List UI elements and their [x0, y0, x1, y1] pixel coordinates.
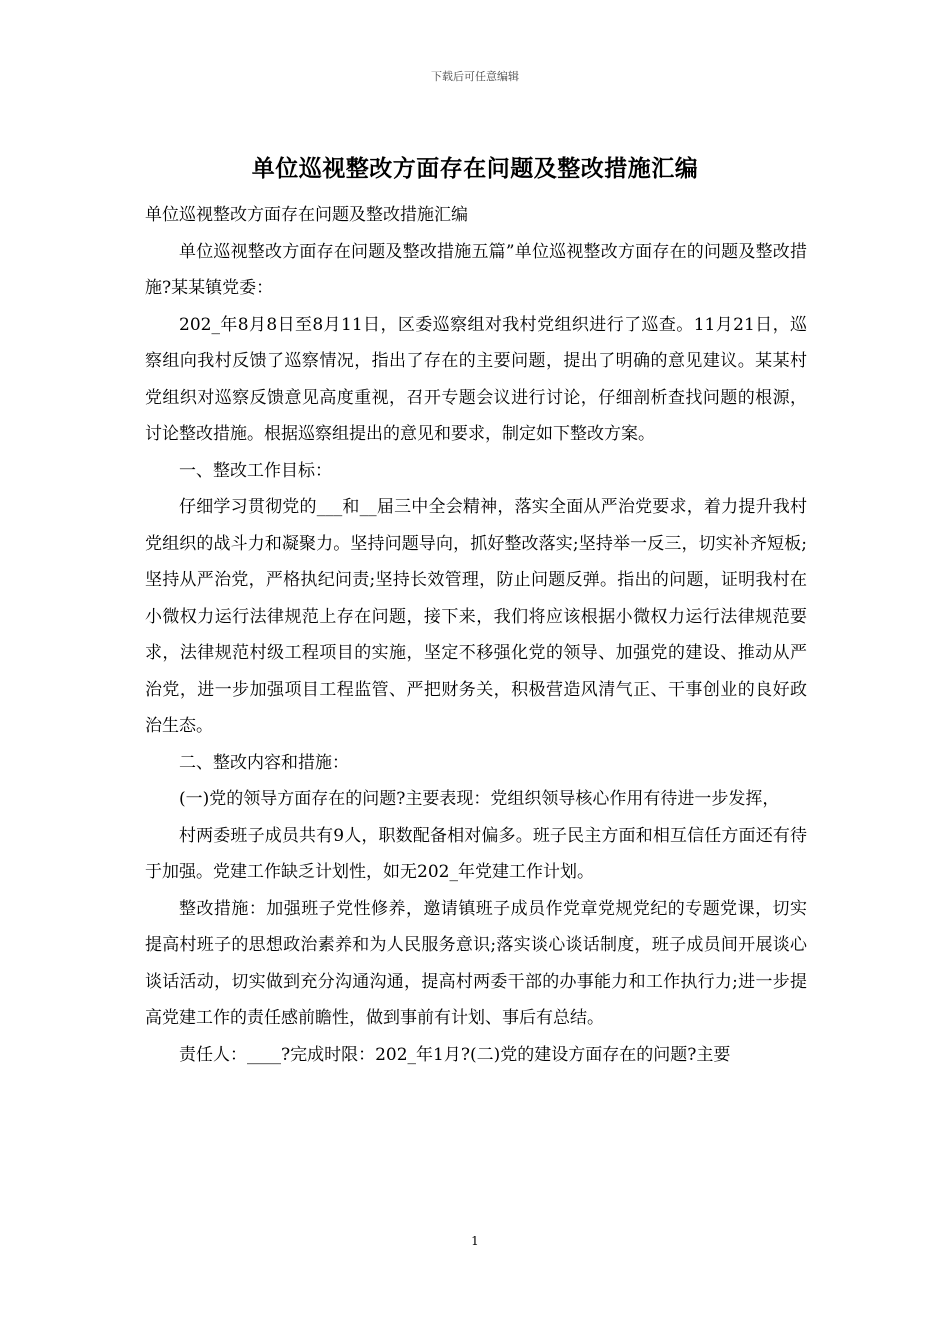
intro-paragraph: 单位巡视整改方面存在问题及整改措施五篇”单位巡视整改方面存在的问题及整改措施?某某镇党委： [145, 241, 807, 298]
header-note: 下载后可任意编辑 [431, 70, 519, 83]
goals-paragraph: 仔细学习贯彻党的___和__届三中全会精神，落实全面从严治党要求，着力提升我村党组织的战斗力和凝聚力。坚持问题导向，抓好整改落实;坚持举一反三，切实补齐短板;坚持从严治党，严格执纪问责;坚持长效管理，防止问题反弹。指出的问题，证明我村在小微权力运行法律规范上存在问题，接下来，我们将应该根据小微权力运行法律规范要求，法律规范村级工程项目的实施，坚定不移强化党的领导、加强党的建设、推动从严治党，进一步加强项目工程监管、严把财务关，积极营造风清气正、干事创业的良好政治生态。 [145, 497, 807, 736]
section-heading-goals: 一、整改工作目标： [179, 460, 332, 481]
responsibility-paragraph: 责任人：____?完成时限：202_年1月?(二)党的建设方面存在的问题?主要 [179, 1044, 731, 1065]
background-paragraph: 202_年8月8日至8月11日，区委巡察组对我村党组织进行了巡查。11月21日，巡察组向我村反馈了巡察情况，指出了存在的主要问题，提出了明确的意见建议。某某村党组织对巡察反馈意见高度重视，召开专题会议进行讨论，仔细剖析查找问题的根源，讨论整改措施。根据巡察组提出的意见和要求，制定如下整改方案。 [145, 314, 807, 444]
issue-one-detail-paragraph: 村两委班子成员共有9人，职数配备相对偏多。班子民主方面和相互信任方面还有待于加强。党建工作缺乏计划性，如无202_年党建工作计划。 [145, 825, 807, 882]
document-body [145, 197, 807, 1073]
measures-paragraph: 整改措施：加强班子党性修养，邀请镇班子成员作党章党规党纪的专题党课，切实提高村班子的思想政治素养和为人民服务意识;落实谈心谈话制度，班子成员间开展谈心谈话活动，切实做到充分沟通沟通，提高村两委干部的办事能力和工作执行力;进一步提高党建工作的责任感前瞻性，做到事前有计划、事后有总结。 [145, 898, 807, 1028]
page-number: 1 [471, 1234, 479, 1248]
subtitle-paragraph: 单位巡视整改方面存在问题及整改措施汇编 [145, 205, 468, 225]
issue-one-paragraph: (一)党的领导方面存在的问题?主要表现：党组织领导核心作用有待进一步发挥， [179, 789, 780, 809]
document-title: 单位巡视整改方面存在问题及整改措施汇编 [251, 155, 699, 182]
section-heading-measures: 二、整改内容和措施： [179, 752, 349, 773]
